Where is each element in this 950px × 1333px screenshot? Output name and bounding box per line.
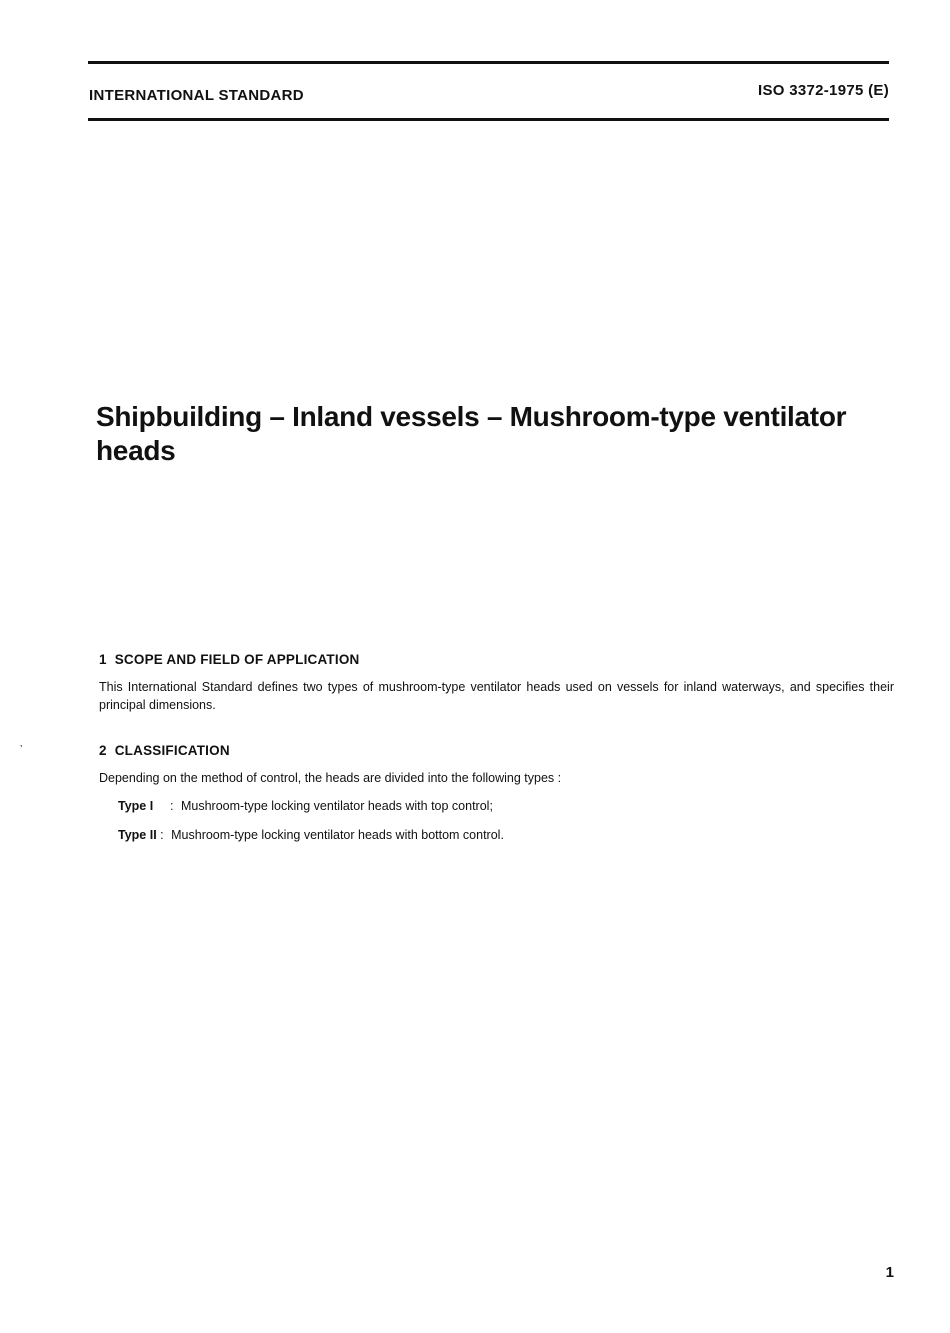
section-scope <box>99 652 894 714</box>
header-top-rule <box>88 61 889 64</box>
type-separator: : <box>160 828 164 842</box>
header-bottom-rule <box>88 118 889 121</box>
type-list <box>118 797 894 844</box>
type-label-text: Type I <box>118 799 154 813</box>
type-label <box>118 826 157 844</box>
standard-number: ISO 3372-1975 (E) <box>757 82 889 99</box>
section-classification <box>99 743 894 855</box>
type-separator: : <box>170 799 174 813</box>
section-scope-number: 1 <box>99 652 107 667</box>
list-item <box>118 826 894 844</box>
section-classification-intro: Depending on the method of control, the heads are divided into the following types : <box>99 771 562 785</box>
type-description: Mushroom-type locking ventilator heads with bottom control. <box>171 828 504 842</box>
type-label-text: Type II <box>118 828 157 842</box>
section-classification-number: 2 <box>99 743 107 758</box>
document-title <box>96 400 886 468</box>
page-number: 1 <box>885 1264 894 1281</box>
title-line-1: Shipbuilding – Inland vessels – Mushroom-type ventilator <box>96 401 847 432</box>
type-label <box>118 797 170 815</box>
list-item <box>118 797 894 815</box>
section-scope-text: This International Standard defines two types of mushroom-type ventilator heads used on vessels for inland waterways, and specifies their principal dimensions. <box>99 680 894 712</box>
document-type-label: INTERNATIONAL STANDARD <box>89 87 304 104</box>
title-line-2: heads <box>96 435 176 466</box>
section-classification-title: CLASSIFICATION <box>114 743 230 758</box>
type-description: Mushroom-type locking ventilator heads with top control; <box>180 799 493 813</box>
margin-mark: ’ <box>20 744 23 755</box>
section-scope-heading <box>99 652 894 668</box>
section-classification-heading <box>99 743 894 759</box>
section-scope-title: SCOPE AND FIELD OF APPLICATION <box>114 652 360 667</box>
